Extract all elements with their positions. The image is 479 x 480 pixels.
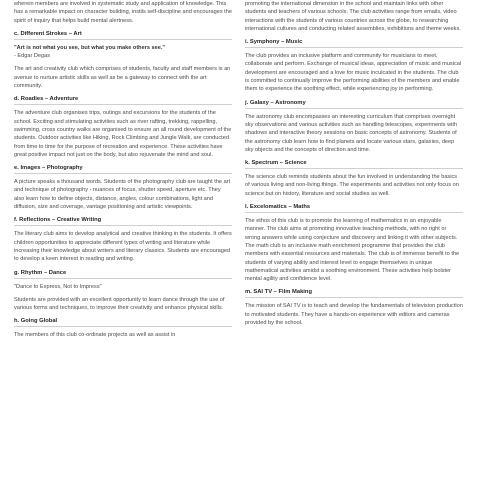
section-heading: m. SAI TV – Film Making — [245, 288, 463, 298]
body-paragraph: The members of this club co-ordinate projects as well as assist in — [14, 332, 176, 339]
quote-text: "Art is not what you see, but what you make others see." — [14, 44, 166, 51]
section-heading: h. Going Global — [14, 317, 232, 327]
body-paragraph: Students are provided with an excellent opportunity to learn dance through the use of various forms and techniques, to improve their creativity and enhance physical skills. — [14, 296, 225, 312]
body-paragraph: promoting the international dimension in the school and maintain links with other students and teachers of various schools. The club activities range from emails, video interactions with the students of various countries across the globe, to researching international cultures and conducting related assemblies, exhibitions and theme weeks. — [245, 1, 461, 32]
section-heading: f. Reflections – Creative Writing — [14, 216, 232, 226]
section-heading: i. Symphony – Music — [245, 38, 463, 48]
section-heading: c. Different Strokes – Art — [14, 30, 232, 40]
body-paragraph: The astronomy club encompasses an interesting curriculum that comprises overnight sky observations and various activities such as handling telescopes, experiments with shadows and interactive theory sessions on basic concepts of astronomy. Students of the astronomy club learn how to find planets and locate various stars, galaxies, deep sky objects and the concepts of direction and time. — [245, 113, 458, 153]
body-paragraph: The science club reminds students about the fun involved in understanding the basics of various living and non-living things. The experiments and activities not only focus on science but on history, literature and social studies as well. — [245, 174, 459, 197]
section-heading: k. Spectrum – Science — [245, 159, 463, 169]
body-paragraph: The literary club aims to develop analytical and creative thinking in the students. It offers children opportunities to appreciate different types of writing and literature while increasing their knowledge about writers and literary classics. Students are encouraged to develop a keen interest in reading and writing. — [14, 231, 232, 263]
section-heading: l. Excelomatics – Maths — [245, 203, 463, 213]
body-paragraph: The adventure club organises trips, outings and excursions for the students of the school. Exciting and stimulating activities such as river rafting, trekking, rappelling, swimming, cross country walks are organised to ensure an all round development of the students. Outdoor activities like Hiking, Rock Climbing and Jungle Walk, are conducted from time to time for the purpose of recreation and experience. These activities have great positive impact not just on the body, but also rejuvenate the mind and soul. — [14, 110, 232, 158]
section-heading: e. Images – Photography — [14, 164, 232, 174]
section-heading: j. Galaxy – Astronomy — [245, 99, 463, 109]
body-paragraph: The mission of SAI TV is to teach and develop the fundamentals of television production to motivated students. They have a hands-on experience with editors and cameras provided by the school. — [245, 303, 463, 327]
body-paragraph: - Edgar Degas — [14, 53, 51, 60]
body-paragraph: A picture speaks a thousand words. Students of the photography club are taught the art and technique of photography - nuances of focus, shutter speed, aperture etc. They also learn how to define objects, distance, angles, colour combinations, light and diffusion, size and coverage, vantage positioning and artistic viewpoints. — [14, 179, 231, 211]
section-heading: g. Rhythm – Dance — [14, 269, 232, 279]
body-paragraph: The ethos of this club is to promote the learning of mathematics in an enjoyable manner. The club aims at promoting innovative teaching methods, with no right or wrong answers while using conjecture and discovery and linking it with other subjects. The math club is an inclusive math enrichment programme that provides the club members with essential resources and materials. The club is of immense benefit to the students of varying ability and interest level to engage themselves in unique mathematical activities amidst a soothing environment. These activities help bolster mental agility and confidence level. — [245, 218, 460, 283]
body-paragraph: wherein members are involved in systematic study and application of knowledge. This has a remarkable impact on character building, instils self-discipline and encourages the spirit of inquiry that helps build mental alertness. — [14, 1, 232, 24]
body-paragraph: "Dance to Express, Not to Impress" — [14, 283, 102, 290]
section-heading: d. Roadies – Adventure — [14, 95, 232, 105]
body-paragraph: The art and creativity club which comprises of students, faculty and staff members is an avenue to nurture artistic skills as well as be a gateway to connect with the art community. — [14, 66, 231, 90]
right-column — [245, 0, 463, 332]
body-paragraph: The club provides an inclusive platform and community for musicians to meet, collaborate and perform. Exchange of musical ideas, appreciation of music and musical development are encouraged and a love for music inculcated in the students. The club is committed to continually improve the performing abilities of the members and enable them to experience the soothing effect, while experiencing joy in performing. — [245, 53, 462, 93]
left-column — [14, 0, 232, 345]
